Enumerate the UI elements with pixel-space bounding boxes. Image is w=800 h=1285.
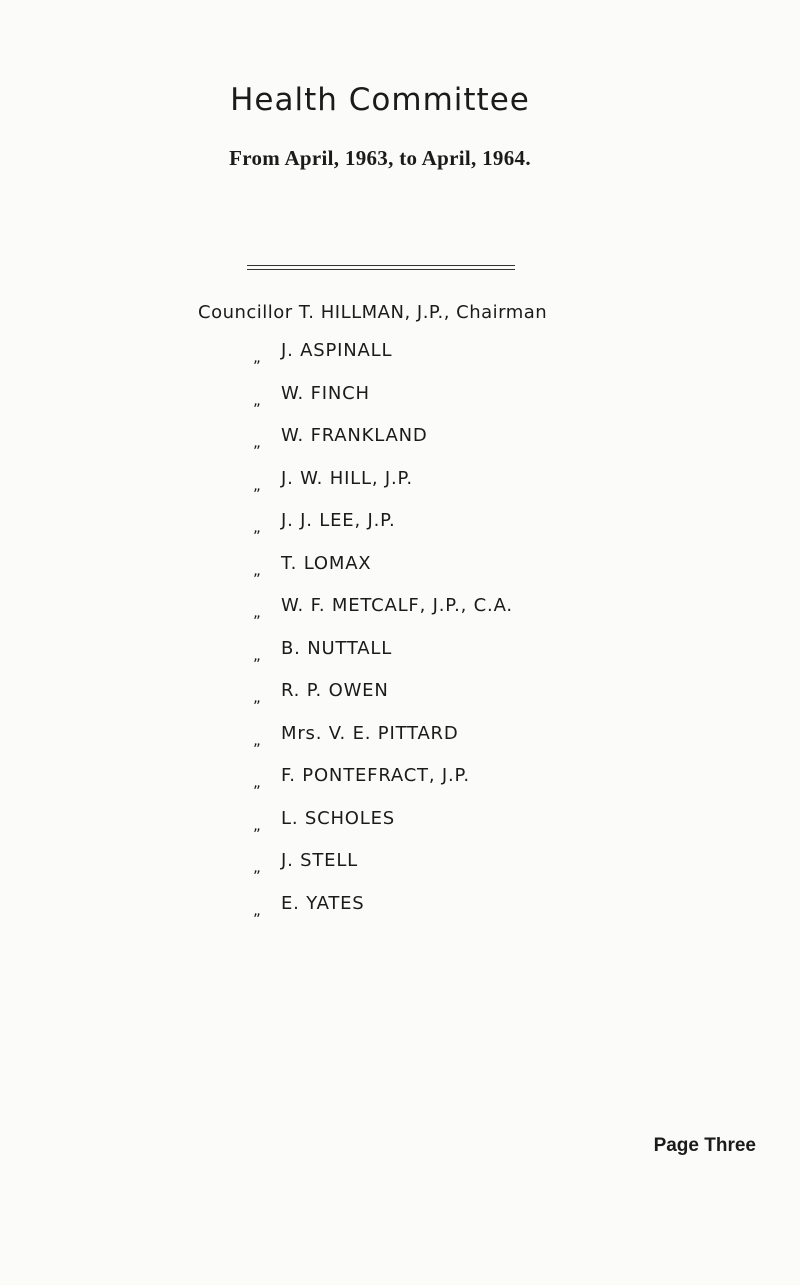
member-name: B. NUTTALL — [281, 637, 393, 659]
member-name: T. LOMAX — [281, 552, 372, 574]
ditto-mark: „ — [253, 518, 262, 536]
ditto-mark: „ — [253, 433, 262, 451]
member-name: W. FRANKLAND — [281, 425, 428, 446]
rule-line-top — [247, 265, 515, 266]
ditto-mark: „ — [253, 900, 262, 919]
ditto-mark: „ — [253, 348, 262, 366]
member-name: E. YATES — [281, 892, 365, 914]
page-title: Health Committee — [230, 82, 530, 118]
ditto-mark: „ — [253, 688, 262, 706]
ditto-mark: „ — [253, 730, 262, 749]
member-name: W. FINCH — [281, 382, 370, 404]
member-name: J. STELL — [281, 850, 359, 871]
member-name: W. F. METCALF, J.P., C.A. — [281, 595, 513, 616]
member-name: L. SCHOLES — [281, 807, 395, 829]
ditto-mark: „ — [253, 815, 262, 834]
member-name: Mrs. V. E. PITTARD — [281, 722, 459, 744]
member-name: R. P. OWEN — [281, 680, 389, 701]
chairman-line: Councillor T. HILLMAN, J.P., Chairman — [198, 302, 548, 323]
member-name: J. ASPINALL — [281, 340, 393, 361]
double-rule-divider — [247, 265, 515, 271]
member-name: J. W. HILL, J.P. — [281, 467, 413, 489]
rule-line-bottom — [247, 269, 515, 270]
member-name: J. J. LEE, J.P. — [281, 510, 396, 531]
ditto-mark: „ — [253, 773, 262, 791]
ditto-mark: „ — [253, 390, 262, 409]
member-name: F. PONTEFRACT, J.P. — [281, 765, 470, 786]
ditto-mark: „ — [253, 858, 262, 876]
date-range-subtitle: From April, 1963, to April, 1964. — [229, 146, 531, 170]
page-number: Page Three — [653, 1135, 756, 1156]
ditto-mark: „ — [253, 560, 262, 579]
ditto-mark: „ — [253, 475, 262, 494]
ditto-mark: „ — [253, 603, 262, 621]
ditto-mark: „ — [253, 645, 262, 664]
